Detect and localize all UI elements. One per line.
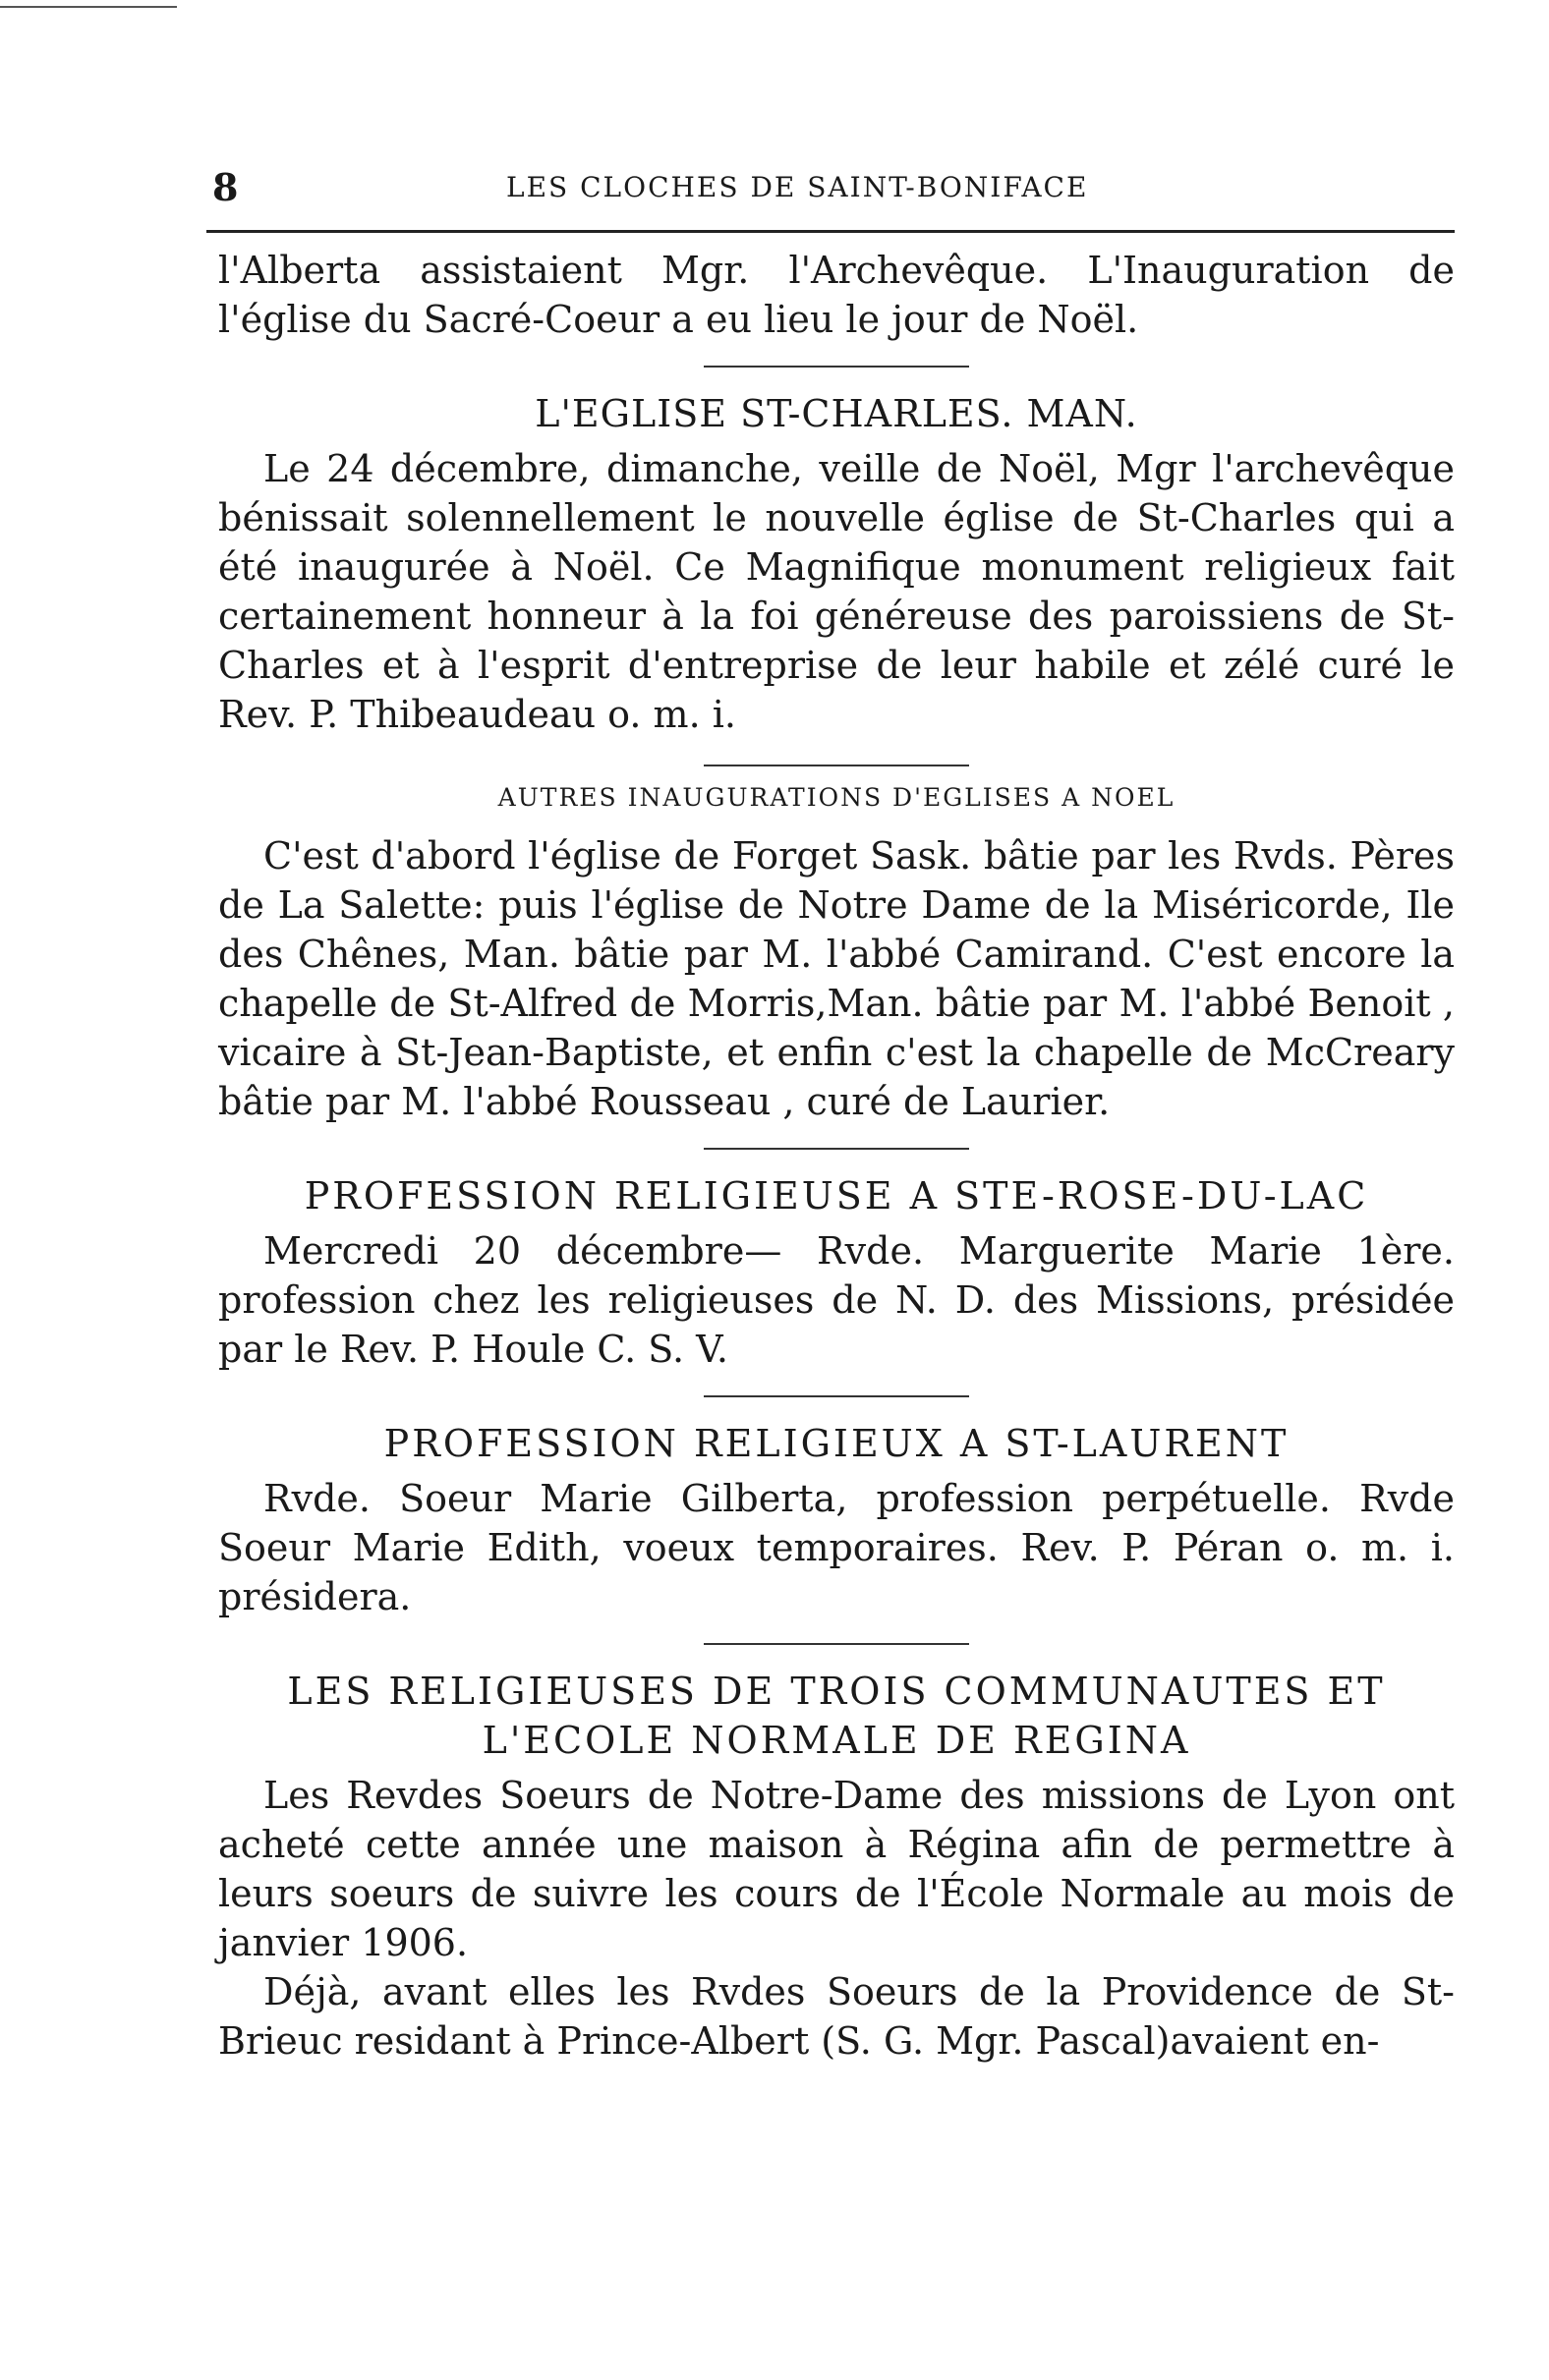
section-divider	[704, 765, 969, 766]
section-divider	[704, 1148, 969, 1150]
section-paragraph: Déjà, avant elles les Rvdes Soeurs de la Providence de St-Brieuc residant à Prince-Albert (S. G. Mgr. Pascal)avaient en-	[218, 1970, 1455, 2063]
section-paragraph: Les Revdes Soeurs de Notre-Dame des missions de Lyon ont acheté cette année une maison à Régina afin de permettre à leurs soeurs de suivre les cours de l'École Normale au mois de janvier 1906.	[218, 1774, 1455, 1964]
section-heading-ste-rose: PROFESSION RELIGIEUSE A STE-ROSE-DU-LAC	[304, 1174, 1369, 1218]
section-heading-st-laurent: PROFESSION RELIGIEUX A ST-LAURENT	[383, 1422, 1290, 1465]
section-divider	[704, 1643, 969, 1645]
intro-paragraph: l'Alberta assistaient Mgr. l'Archevêque. L'Inauguration de l'église du Sacré-Coeur a eu lieu le jour de Noël.	[218, 249, 1455, 341]
running-head	[206, 157, 1455, 216]
section-paragraph: C'est d'abord l'église de Forget Sask. bâtie par les Rvds. Pères de La Salette: puis l'église de Notre Dame de la Miséricorde, Ile des Chênes, Man. bâtie par M. l'abbé Camirand. C'est encore la chapelle de St-Alfred de Morris,Man. bâtie par M. l'abbé Benoit , vicaire à St-Jean-Baptiste, et enfin c'est la chapelle de McCreary bâtie par M. l'abbé Rousseau , curé de Laurier.	[218, 834, 1455, 1123]
section-paragraph: Le 24 décembre, dimanche, veille de Noël, Mgr l'archevêque bénissait solennellement le nouvelle église de St-Charles qui a été inaugurée à Noël. Ce Magnifique monument religieux fait certainement honneur à la foi généreuse des paroissiens de St-Charles et à l'esprit d'entreprise de leur habile et zélé curé le Rev. P. Thibeaudeau o. m. i.	[218, 447, 1455, 736]
header-rule	[206, 230, 1455, 233]
section-heading-st-charles: L'EGLISE ST-CHARLES. MAN.	[535, 392, 1138, 435]
section-paragraph: Mercredi 20 décembre— Rvde. Marguerite Marie 1ère. profession chez les religieuses de N. D. des Missions, présidée par le Rev. P. Houle C. S. V.	[218, 1229, 1455, 1371]
running-title: LES CLOCHES DE SAINT-BONIFACE	[506, 171, 1089, 203]
page-number: 8	[212, 165, 239, 209]
page-body	[218, 246, 1455, 2066]
section-divider	[704, 1395, 969, 1397]
scan-edge-rule	[0, 6, 177, 8]
section-paragraph: Rvde. Soeur Marie Gilberta, profession perpétuelle. Rvde Soeur Marie Edith, voeux temporaires. Rev. P. Péran o. m. i. présidera.	[218, 1477, 1455, 1618]
section-divider	[704, 366, 969, 368]
section-heading-autres-inaugurations: AUTRES INAUGURATIONS D'EGLISES A NOEL	[497, 783, 1176, 812]
section-heading-regina: LES RELIGIEUSES DE TROIS COMMUNAUTES ET L'ECOLE NORMALE DE REGINA	[287, 1670, 1386, 1762]
